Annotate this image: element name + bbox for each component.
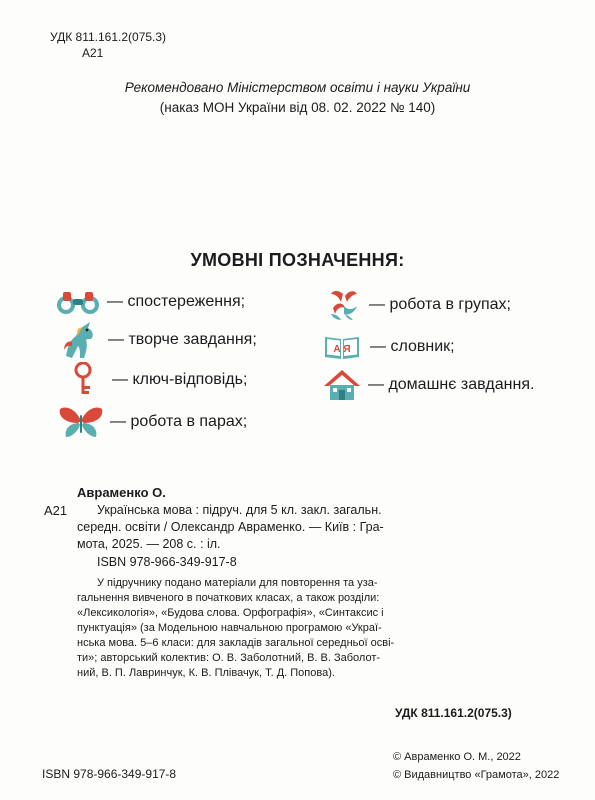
legend-label-creative: — творче завдання; <box>108 331 257 348</box>
card-description <box>77 502 384 553</box>
annotation-line: У підручнику подано матеріали для повторення та уза- <box>97 577 378 589</box>
legend-item-group-work <box>327 288 511 322</box>
binoculars-icon <box>55 287 101 317</box>
legend-label-homework: — домашнє завдання. <box>368 376 535 393</box>
card-index: А21 <box>44 503 68 518</box>
legend-item-homework <box>322 368 534 402</box>
footer-isbn: ISBN 978-966-349-917-8 <box>42 767 177 781</box>
legend-title: УМОВНІ ПОЗНАЧЕННЯ: <box>190 250 405 270</box>
card-author: Авраменко О. <box>77 485 166 500</box>
butterfly-icon <box>58 405 104 439</box>
ministry-order: (наказ МОН України від 08. 02. 2022 № 140) <box>159 100 436 115</box>
legend-item-answer-key <box>68 362 247 398</box>
legend-label-dictionary: — словник; <box>370 338 455 355</box>
key-icon <box>68 362 98 398</box>
legend-label-group-work: — робота в групах; <box>369 296 511 313</box>
udk-code: УДК 811.161.2(075.3) <box>50 30 167 44</box>
copyright-author: © Авраменко О. М., 2022 <box>393 751 521 763</box>
legend-label-pair-work: — робота в парах; <box>110 413 248 430</box>
house-icon <box>322 368 362 402</box>
card-description-line: середн. освіти / Олександр Авраменко. — Київ : Гра- <box>77 520 384 534</box>
legend-item-dictionary <box>323 334 455 360</box>
card-description-line: Українська мова : підруч. для 5 кл. закл. загальн. <box>97 503 382 517</box>
copyright-publisher: © Видавництво «Грамота», 2022 <box>393 769 560 781</box>
legend-label-observation: — спостереження; <box>107 293 246 310</box>
legend-label-answer-key: — ключ-відповідь; <box>112 371 248 388</box>
legend-item-observation <box>55 287 245 317</box>
annotation-line: гальнення вивченого в початкових класах, а також розділи: <box>77 592 380 604</box>
legend-item-pair-work <box>58 405 247 439</box>
legend-item-creative <box>60 320 257 360</box>
bird-group-icon <box>327 288 361 322</box>
unicorn-icon <box>60 320 102 360</box>
book-letters: А Я <box>333 344 351 355</box>
annotation-line: ти»; авторський колектив: О. В. Заболотний, В. В. Заболот- <box>77 652 381 664</box>
annotation-line: ний, В. П. Лавринчук, К. В. Плівачук, Т. Д. Попова). <box>77 667 335 679</box>
card-udk: УДК 811.161.2(075.3) <box>395 706 512 720</box>
annotation-line: пунктуація» (за Модельною навчальною програмою «Украї- <box>77 622 382 634</box>
card-isbn: ISBN 978-966-349-917-8 <box>97 555 237 569</box>
author-index: А21 <box>82 46 104 60</box>
ministry-recommendation: Рекомендовано Міністерством освіти і науки України <box>124 80 471 95</box>
annotation-line: «Лексикологія», «Будова слова. Орфографія», «Синтаксис і <box>77 607 384 619</box>
annotation-line: нська мова. 5–6 класи: для закладів загальної середньої осві- <box>77 637 395 649</box>
book-icon <box>323 334 361 360</box>
card-description-line: мота, 2025. — 208 с. : іл. <box>77 537 221 551</box>
card-annotation <box>77 576 394 681</box>
